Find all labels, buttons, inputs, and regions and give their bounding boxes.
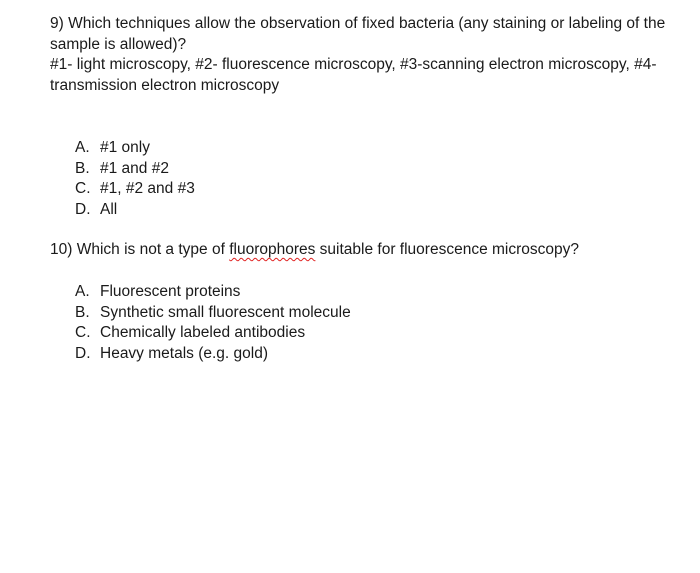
- question-9-line-4: transmission electron microscopy: [50, 76, 280, 94]
- question-10-option-b: [75, 303, 351, 324]
- option-text: All: [100, 200, 118, 218]
- question-9-options: [75, 138, 195, 220]
- question-9-option-d: [75, 200, 195, 221]
- question-10-text-after: suitable for fluorescence microscopy?: [315, 241, 579, 258]
- option-text: #1, #2 and #3: [100, 180, 195, 197]
- question-10-text-before: 10) Which is not a type of: [50, 241, 230, 258]
- option-letter: D.: [75, 344, 91, 362]
- question-10-option-c: [75, 323, 351, 344]
- option-letter: D.: [75, 200, 91, 218]
- question-9-line-3: #1- light microscopy, #2- fluorescence microscopy, #3-scanning electron microscopy, #4-: [50, 56, 657, 73]
- question-10-option-d: [75, 344, 351, 365]
- question-9-option-c: [75, 179, 195, 200]
- question-9-option-a: [75, 138, 195, 159]
- question-10-option-a: [75, 282, 351, 303]
- spellcheck-flagged-word[interactable]: fluorophores: [229, 241, 316, 258]
- option-text: #1 and #2: [100, 159, 169, 177]
- question-9-option-b: [75, 159, 195, 180]
- question-9-line-2: sample is allowed)?: [50, 35, 187, 53]
- option-letter: A.: [75, 139, 90, 156]
- option-letter: A.: [75, 283, 90, 300]
- option-text: Chemically labeled antibodies: [100, 324, 306, 341]
- option-text: Synthetic small fluorescent molecule: [100, 303, 351, 321]
- option-letter: B.: [75, 303, 90, 321]
- option-text: Heavy metals (e.g. gold): [100, 344, 268, 362]
- question-9-prompt: [50, 14, 685, 96]
- question-10-options: [75, 282, 351, 364]
- question-10-line: [50, 240, 685, 261]
- option-letter: B.: [75, 159, 90, 177]
- question-9-line-1: 9) Which techniques allow the observation of fixed bacteria (any staining or labeling of the: [50, 15, 666, 32]
- option-text: #1 only: [100, 139, 150, 156]
- question-10-prompt: [50, 240, 685, 261]
- option-letter: C.: [75, 324, 91, 341]
- option-letter: C.: [75, 180, 91, 197]
- option-text: Fluorescent proteins: [100, 283, 241, 300]
